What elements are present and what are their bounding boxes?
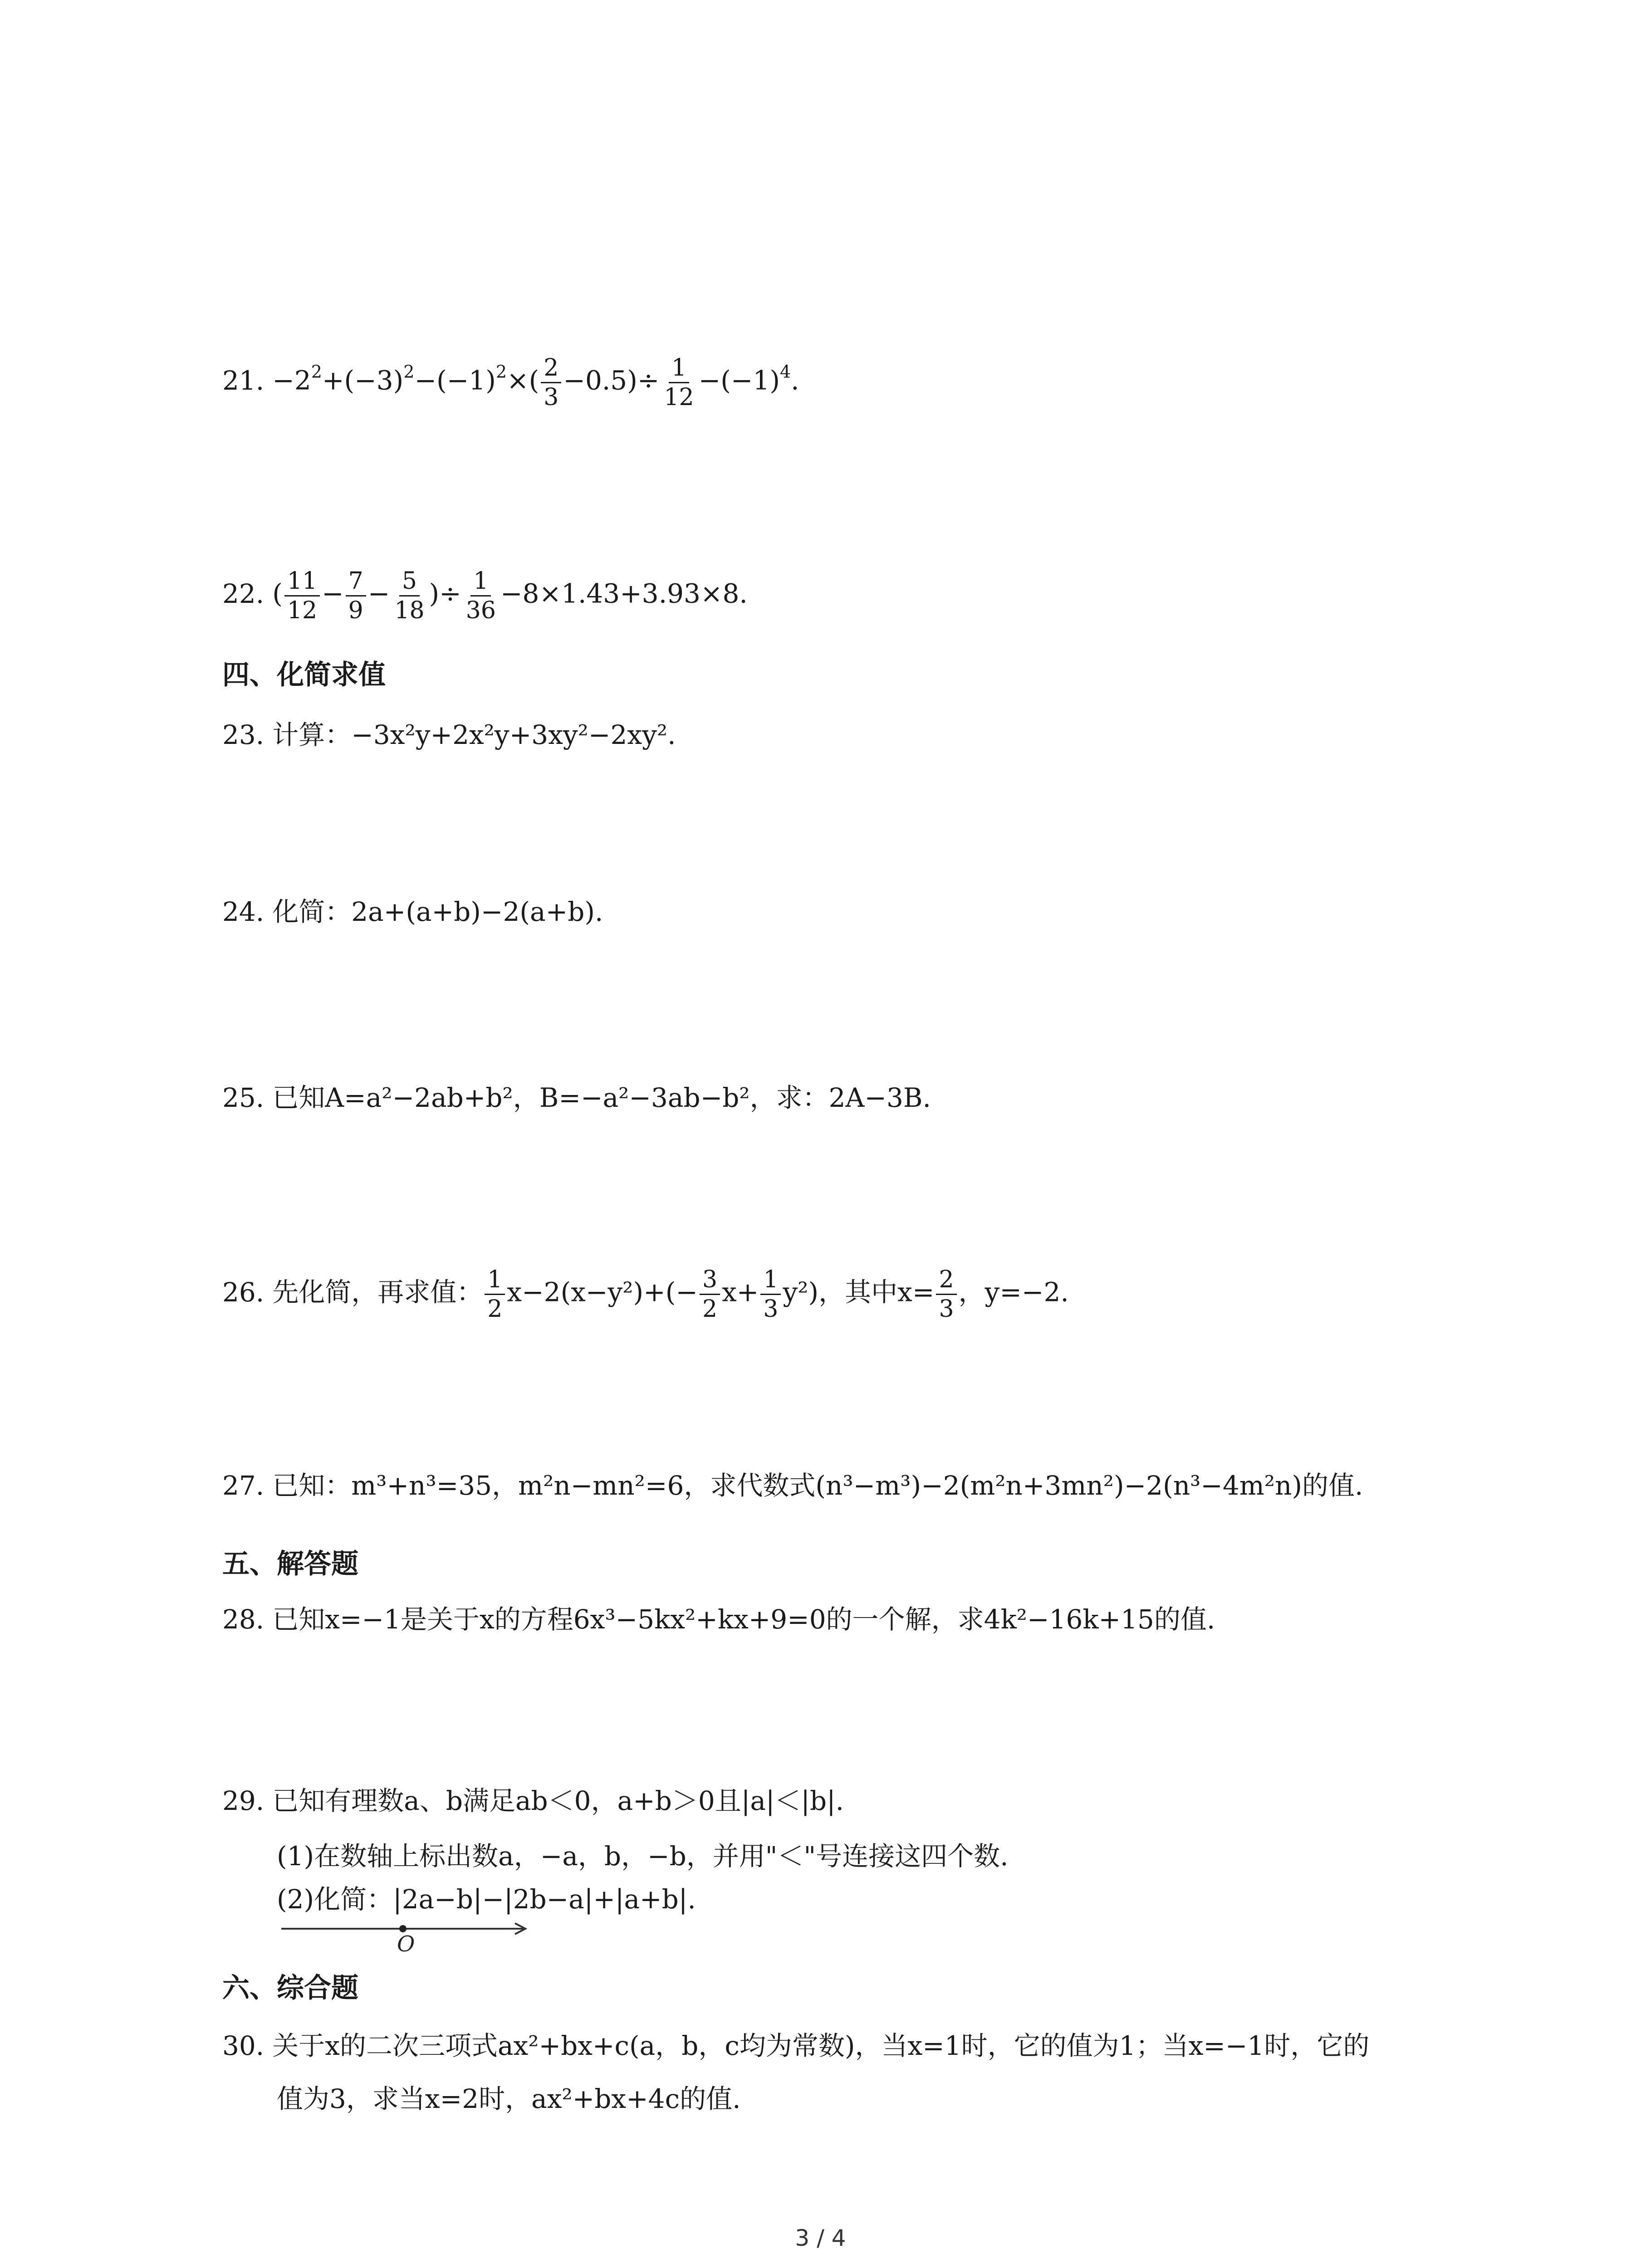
question-29-part-1: (1)在数轴上标出数a，−a，b，−b，并用"＜"号连接这四个数. [277,1841,1009,1872]
question-26: 26. 先化简，再求值： $\frac{1}{2}$ x−2(x−y²)+(− $\frac{3}{2}$ x+ $\frac{1}{3}$ y²)，其中x= $\frac{2}{3}$ ，y=−2. [222,1266,1069,1323]
question-number: 23. [222,719,265,750]
fraction: $\frac{1}{12}$ [664,354,694,411]
question-23: 23. 计算：−3x²y+2x²y+3xy²−2xy². [222,719,676,750]
fraction: $\frac{11}{12}$ [284,567,320,625]
question-28: 28. 已知x=−1是关于x的方程6x³−5kx²+kx+9=0的一个解，求4k²−16k+15的值. [222,1604,1215,1635]
fraction: $\frac{2}{3}$ [541,354,561,411]
question-number: 26. [222,1276,265,1308]
question-30-line-2: 值为3，求当x=2时，ax²+bx+4c的值. [277,2083,741,2114]
number-line [277,1915,531,1956]
origin-label: O [397,1931,415,1956]
question-number: 22. [222,578,265,609]
question-30: 30. 关于x的二次三项式ax²+bx+c(a，b，c均为常数)，当x=1时，它的值为1；当x=−1时，它的 [222,2030,1370,2061]
fraction: $\frac{1}{36}$ [465,567,496,624]
question-21: 21. $-2^2+(-3)^2-(-1)^2\times$( $\frac{2}{3}$ −0.5)÷ $\frac{1}{12}$ $-(-1)^4$. [222,354,799,411]
fraction: $\frac{1}{3}$ [760,1266,781,1323]
fraction: $\frac{7}{9}$ [346,567,366,625]
question-number: 25. [222,1082,265,1113]
section-heading-5: 五、解答题 [222,1548,358,1580]
fraction: $\frac{2}{3}$ [936,1266,956,1323]
question-27: 27. 已知：m³+n³=35，m²n−mn²=6，求代数式(n³−m³)−2(m²n+3mn²)−2(n³−4m²n)的值. [222,1470,1363,1501]
section-heading-4: 四、化简求值 [222,659,386,691]
question-number: 27. [222,1470,265,1501]
question-29: 29. 已知有理数a、b满足ab＜0，a+b＞0且|a|＜|b|. [222,1785,844,1816]
question-22: 22. ( $\frac{11}{12}$ − $\frac{7}{9}$ − $\frac{5}{18}$ )÷ $\frac{1}{36}$ −8×1.43+3.93×8. [222,567,748,624]
question-number: 28. [222,1604,265,1635]
fraction: $\frac{1}{2}$ [485,1266,505,1323]
section-heading-6: 六、综合题 [222,1972,358,2004]
question-number: 29. [222,1785,265,1816]
question-number: 30. [222,2030,265,2061]
question-number: 24. [222,896,265,927]
fraction: $\frac{3}{2}$ [700,1266,720,1323]
question-29-part-2: (2)化简：|2a−b|−|2b−a|+|a+b|. [277,1884,696,1915]
question-24: 24. 化简：2a+(a+b)−2(a+b). [222,896,603,927]
question-number: 21. [222,365,265,396]
question-25: 25. 已知A=a²−2ab+b²，B=−a²−3ab−b²，求：2A−3B. [222,1082,931,1113]
fraction: $\frac{5}{18}$ [394,567,425,624]
page-number: 3 / 4 [795,2225,846,2251]
